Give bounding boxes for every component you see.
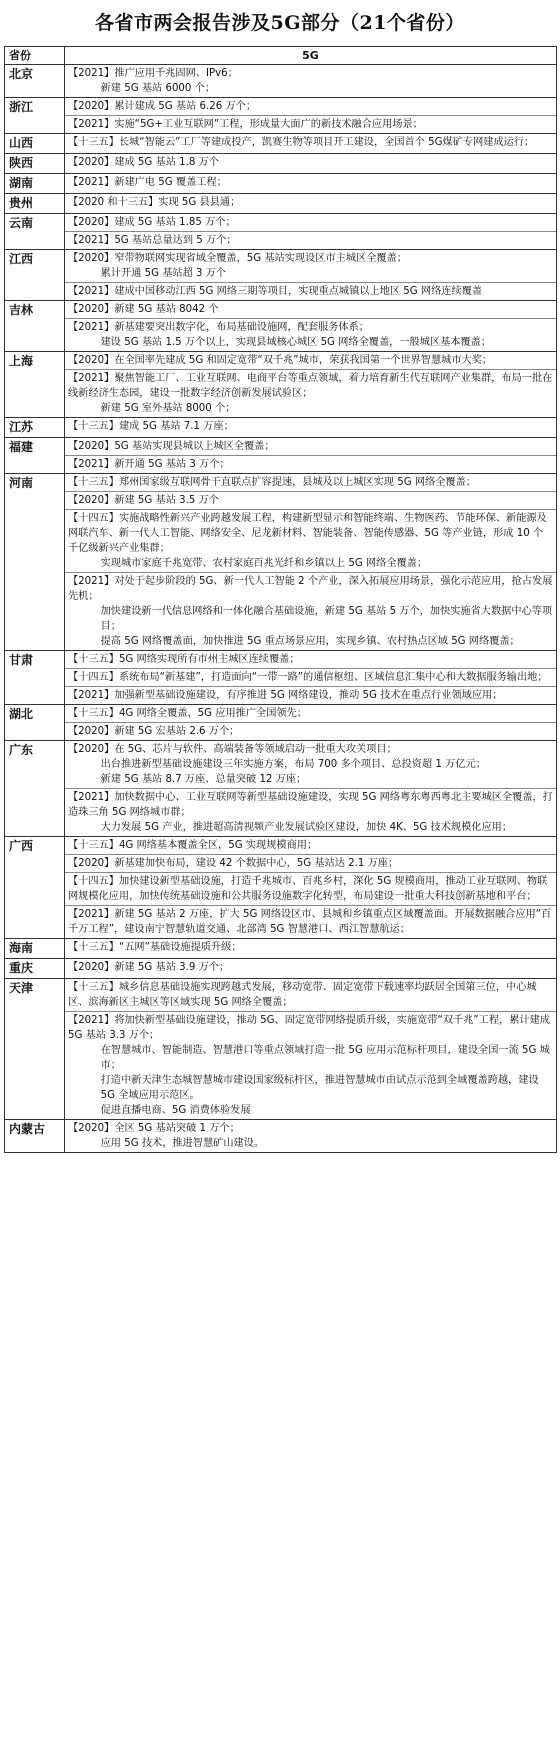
province-5g-items xyxy=(65,174,557,194)
province-name: 浙江 xyxy=(5,98,65,134)
province-name: 湖南 xyxy=(5,174,65,194)
policy-text: 新建 5G 室外基站 8000 个； xyxy=(100,403,236,414)
policy-item xyxy=(65,959,556,976)
policy-text: 大力发展 5G 产业，推进超高清视频产业发展试验区建设，加快 4K、5G 技术规模化应用； xyxy=(100,822,513,833)
province-5g-items xyxy=(65,98,557,134)
policy-text: 4G 网络全覆盖，5G 应用推广全国领先； xyxy=(118,708,307,719)
policy-item xyxy=(65,510,556,573)
province-name: 天津 xyxy=(5,979,65,1120)
policy-text: 城乡信息基础设施实现跨越式发展，移动宽带、固定宽带下载速率均跃居全国第三位，中心城区、滨海新区主城区等区域实现 5G 网络全覆盖； xyxy=(68,982,537,1008)
table-row xyxy=(5,438,557,474)
policy-text: 建成中国移动江西 5G 网络三期等项目，实现重点城镇以上地区 5G 网络连续覆盖 xyxy=(114,286,483,297)
period-tag: 【十三五】 xyxy=(68,840,119,851)
province-5g-items xyxy=(65,837,557,939)
period-tag: 【2020】 xyxy=(68,157,115,168)
policy-item xyxy=(65,906,556,938)
period-tag: 【2021】 xyxy=(68,459,115,470)
province-5g-items xyxy=(65,474,557,651)
period-tag: 【2020】 xyxy=(68,217,115,228)
policy-text: 聚焦智能工厂、工业互联网、电商平台等重点领域，着力培育新生代互联网产业集群，布局一批在线新经济生态园，建设一批数字经济创新发展试验区； xyxy=(68,373,553,399)
policy-text: 推广应用千兆固网、IPv6； xyxy=(114,68,238,79)
province-5g-table xyxy=(4,46,557,1153)
table-row xyxy=(5,979,557,1120)
province-5g-items xyxy=(65,741,557,837)
policy-item xyxy=(65,352,556,370)
period-tag: 【2020】 xyxy=(68,101,115,112)
policy-text: 新建 5G 基站 3.9 万个； xyxy=(114,962,230,973)
table-body xyxy=(5,65,557,1153)
policy-text: 建设 5G 基站 1.5 万个以上，实现县域核心城区 5G 网络全覆盖，一般城区基本覆盖； xyxy=(100,337,492,348)
policy-text: 长城“智能云”工厂等建成投产，凯赛生物等项目开工建设，全国首个 5G煤矿专网建成运行； xyxy=(118,137,535,148)
province-name: 贵州 xyxy=(5,194,65,214)
province-5g-items xyxy=(65,134,557,154)
province-name: 江苏 xyxy=(5,418,65,438)
table-row xyxy=(5,250,557,301)
province-name: 福建 xyxy=(5,438,65,474)
policy-text: 在 5G、芯片与软件、高端装备等领域启动一批重大攻关项目； xyxy=(114,744,397,755)
policy-item xyxy=(65,65,556,97)
policy-text: 累计开通 5G 基站超 3 万个 xyxy=(100,268,227,279)
province-5g-items xyxy=(65,301,557,352)
period-tag: 【2021】 xyxy=(68,690,115,701)
province-name: 广西 xyxy=(5,837,65,939)
period-tag: 【2021】 xyxy=(68,576,115,587)
policy-item xyxy=(65,370,556,417)
province-5g-items xyxy=(65,959,557,979)
table-row xyxy=(5,214,557,250)
province-name: 江西 xyxy=(5,250,65,301)
period-tag: 【十三五】 xyxy=(68,942,119,953)
table-row xyxy=(5,194,557,214)
table-row xyxy=(5,98,557,134)
policy-item xyxy=(65,837,556,855)
policy-text: 5G 网络实现所有市州主城区连续覆盖； xyxy=(118,654,300,665)
table-row xyxy=(5,651,557,705)
policy-text: 新建 5G 基站 8.7 万座、总量突破 12 万座； xyxy=(100,774,307,785)
policy-text: 建成 5G 基站 1.85 万个； xyxy=(114,217,236,228)
province-5g-items xyxy=(65,651,557,705)
header-5g: 5G xyxy=(65,47,557,65)
table-row xyxy=(5,741,557,837)
province-name: 云南 xyxy=(5,214,65,250)
policy-item xyxy=(65,174,556,191)
period-tag: 【十三五】 xyxy=(68,137,119,148)
policy-text: 新开通 5G 基站 3 万个； xyxy=(114,459,230,470)
period-tag: 【2020 和十三五】 xyxy=(68,197,159,208)
province-name: 陕西 xyxy=(5,154,65,174)
policy-item xyxy=(65,438,556,456)
policy-text: 4G 网络基本覆盖全区，5G 实现规模商用； xyxy=(118,840,318,851)
province-name: 河南 xyxy=(5,474,65,651)
period-tag: 【十四五】 xyxy=(68,876,119,887)
policy-text: 加快建设新一代信息网络和一体化融合基础设施，新建 5G 基站 5 万个，加快实施省大数据中心等项目； xyxy=(100,606,553,632)
policy-item xyxy=(65,723,556,740)
province-name: 内蒙古 xyxy=(5,1120,65,1153)
province-5g-items xyxy=(65,1120,557,1153)
province-5g-items xyxy=(65,979,557,1120)
period-tag: 【2021】 xyxy=(68,322,115,333)
policy-item xyxy=(65,154,556,171)
policy-text: 5G 基站总量达到 5 万个； xyxy=(114,235,237,246)
policy-item xyxy=(65,214,556,232)
policy-text: 加快数据中心、工业互联网等新型基础设施建设，实现 5G 网络粤东粤西粤北主要城区全覆盖，打造珠三角 5G 网络城市群； xyxy=(68,792,553,818)
policy-text: 新建 5G 基站 8042 个 xyxy=(114,304,219,315)
header-province: 省份 xyxy=(5,47,65,65)
period-tag: 【2021】 xyxy=(68,286,115,297)
policy-item xyxy=(65,1120,556,1152)
table-row xyxy=(5,174,557,194)
policy-item xyxy=(65,474,556,492)
period-tag: 【2021】 xyxy=(68,235,115,246)
province-name: 湖北 xyxy=(5,705,65,741)
policy-item xyxy=(65,705,556,723)
period-tag: 【2021】 xyxy=(68,68,115,79)
policy-text: 新建 5G 基站 2 万座，扩大 5G 网络设区市、县城和乡镇重点区域覆盖面。开展数据融合应用“百千万工程”，建设南宁智慧轨道交通、北部湾 5G 智慧港口、西江智慧航运； xyxy=(68,909,552,935)
period-tag: 【2020】 xyxy=(68,304,115,315)
policy-text: 实施“5G+工业互联网”工程，形成量大面广的新技术融合应用场景； xyxy=(114,119,423,130)
policy-text: 实现 5G 县县通； xyxy=(158,197,241,208)
province-name: 北京 xyxy=(5,65,65,98)
policy-text: 提高 5G 网络覆盖面，加快推进 5G 重点场景应用，实现乡镇、农村热点区域 5G 网络覆盖； xyxy=(100,636,520,647)
policy-text: 全区 5G 基站突破 1 万个； xyxy=(114,1123,240,1134)
period-tag: 【2021】 xyxy=(68,909,115,920)
policy-text: 新建 5G 基站 6000 个； xyxy=(100,83,216,94)
province-5g-items xyxy=(65,438,557,474)
period-tag: 【十三五】 xyxy=(68,477,119,488)
policy-text: “五网”基础设施提质升级； xyxy=(118,942,242,953)
province-name: 吉林 xyxy=(5,301,65,352)
policy-text: 加强新型基础设施建设，有序推进 5G 网络建设，推动 5G 技术在重点行业领域应用； xyxy=(114,690,503,701)
policy-text: 新建广电 5G 覆盖工程； xyxy=(114,177,227,188)
period-tag: 【2020】 xyxy=(68,962,115,973)
page-title: 各省市两会报告涉及5G部分（21个省份） xyxy=(95,12,465,34)
period-tag: 【十三五】 xyxy=(68,654,119,665)
policy-item xyxy=(65,116,556,133)
table-row xyxy=(5,301,557,352)
policy-text: 实施战略性新兴产业跨越发展工程，构建新型显示和智能终端、生物医药、节能环保、新能源及网联汽车、新一代人工智能、网络安全、尼龙新材料、智能装备、智能传感器、5G 等产业链，形成 10 个千亿级新兴产业集群； xyxy=(68,513,547,554)
policy-text: 新基建加快布局，建设 42 个数据中心，5G 基站达 2.1 万座； xyxy=(114,858,399,869)
policy-text: 将加快新型基础设施建设，推动 5G、固定宽带网络提质升级，实施宽带“双千兆”工程，累计建成 5G 基站 3.3 万个； xyxy=(68,1015,550,1041)
province-5g-items xyxy=(65,250,557,301)
province-5g-items xyxy=(65,65,557,98)
province-name: 海南 xyxy=(5,939,65,959)
policy-item xyxy=(65,741,556,789)
policy-text: 打造中新天津生态城智慧城市建设国家级标杆区，推进智慧城市由试点示范到全域覆盖跨越，建设 5G 全域应用示范区。 xyxy=(100,1075,539,1101)
table-row xyxy=(5,837,557,939)
policy-item xyxy=(65,573,556,650)
period-tag: 【2020】 xyxy=(68,441,115,452)
policy-item xyxy=(65,456,556,473)
table-row xyxy=(5,474,557,651)
policy-text: 窄带物联网实现省域全覆盖，5G 基站实现设区市主城区全覆盖； xyxy=(114,253,407,264)
policy-item xyxy=(65,319,556,351)
table-row xyxy=(5,418,557,438)
province-name: 广东 xyxy=(5,741,65,837)
table-row xyxy=(5,1120,557,1153)
period-tag: 【十三五】 xyxy=(68,982,119,993)
province-name: 山西 xyxy=(5,134,65,154)
policy-text: 对处于起步阶段的 5G、新一代人工智能 2 个产业，深入拓展应用场景，强化示范应用，抢占发展先机； xyxy=(68,576,553,602)
policy-item xyxy=(65,250,556,283)
table-row xyxy=(5,705,557,741)
policy-item xyxy=(65,194,556,211)
policy-item xyxy=(65,687,556,704)
policy-item xyxy=(65,232,556,249)
policy-text: 新建 5G 宏基站 2.6 万个； xyxy=(114,726,240,737)
policy-item xyxy=(65,651,556,669)
policy-text: 新基建要突出数字化，布局基础设施网，配套服务体系； xyxy=(114,322,369,333)
province-name: 重庆 xyxy=(5,959,65,979)
period-tag: 【十三五】 xyxy=(68,421,119,432)
policy-text: 在全国率先建成 5G 和固定宽带“双千兆”城市，荣获我国第一个世界智慧城市大奖； xyxy=(114,355,493,366)
policy-item xyxy=(65,492,556,510)
province-5g-items xyxy=(65,154,557,174)
policy-text: 实现城市家庭千兆宽带、农村家庭百兆光纤和乡镇以上 5G 网络全覆盖； xyxy=(100,558,428,569)
period-tag: 【2020】 xyxy=(68,495,115,506)
table-row xyxy=(5,134,557,154)
policy-text: 在智慧城市、智能制造、智慧港口等重点领域打造一批 5G 应用示范标杆项目，建设全国一流 5G 城市； xyxy=(100,1045,550,1071)
table-row xyxy=(5,959,557,979)
province-5g-items xyxy=(65,705,557,741)
province-name: 上海 xyxy=(5,352,65,418)
policy-item xyxy=(65,98,556,116)
period-tag: 【十四五】 xyxy=(68,672,119,683)
policy-item xyxy=(65,669,556,687)
policy-text: 5G 基站实现县城以上城区全覆盖； xyxy=(114,441,275,452)
table-header-row xyxy=(5,47,557,65)
province-5g-items xyxy=(65,939,557,959)
policy-item xyxy=(65,789,556,836)
table-row xyxy=(5,939,557,959)
table-row xyxy=(5,352,557,418)
policy-text: 建成 5G 基站 7.1 万座； xyxy=(118,421,234,432)
policy-item xyxy=(65,855,556,873)
policy-text: 郑州国家级互联网骨干直联点扩容提速，县城及以上城区实现 5G 网络全覆盖； xyxy=(118,477,476,488)
province-name: 甘肃 xyxy=(5,651,65,705)
policy-text: 新建 5G 基站 3.5 万个 xyxy=(114,495,219,506)
province-5g-items xyxy=(65,418,557,438)
policy-text: 建成 5G 基站 1.8 万个 xyxy=(114,157,219,168)
policy-text: 出台推进新型基础设施建设三年实施方案，布局 700 多个项目、总投资超 1 万亿元； xyxy=(100,759,486,770)
policy-text: 系统布局“新基建”，打造面向“一带一路”的通信枢纽、区域信息汇集中心和大数据服务输出地； xyxy=(118,672,548,683)
policy-text: 促进直播电商、5G 消费体验发展 xyxy=(100,1105,251,1116)
period-tag: 【十三五】 xyxy=(68,708,119,719)
period-tag: 【2021】 xyxy=(68,119,115,130)
policy-text: 累计建成 5G 基站 6.26 万个； xyxy=(114,101,257,112)
period-tag: 【2021】 xyxy=(68,1015,115,1026)
period-tag: 【2021】 xyxy=(68,373,115,384)
province-5g-items xyxy=(65,194,557,214)
table-row xyxy=(5,154,557,174)
policy-item xyxy=(65,939,556,956)
policy-item xyxy=(65,134,556,151)
policy-text: 加快建设新型基础设施，打造千兆城市、百兆乡村，深化 5G 规模商用，推动工业互联网、物联网规模化应用，加快传统基础设施和公共服务设施数字化转型，布局建设一批重大科技创新基地和平台； xyxy=(68,876,548,902)
period-tag: 【2021】 xyxy=(68,177,115,188)
period-tag: 【2020】 xyxy=(68,253,115,264)
policy-text: 应用 5G 技术，推进智慧矿山建设。 xyxy=(100,1138,265,1149)
policy-item xyxy=(65,418,556,435)
policy-item xyxy=(65,873,556,906)
table-row xyxy=(5,65,557,98)
period-tag: 【2021】 xyxy=(68,792,115,803)
period-tag: 【2020】 xyxy=(68,355,115,366)
policy-item xyxy=(65,301,556,319)
policy-item xyxy=(65,283,556,300)
period-tag: 【十四五】 xyxy=(68,513,119,524)
period-tag: 【2020】 xyxy=(68,726,115,737)
policy-item xyxy=(65,979,556,1012)
period-tag: 【2020】 xyxy=(68,1123,115,1134)
policy-item xyxy=(65,1012,556,1119)
period-tag: 【2020】 xyxy=(68,744,115,755)
period-tag: 【2020】 xyxy=(68,858,115,869)
province-5g-items xyxy=(65,352,557,418)
province-5g-items xyxy=(65,214,557,250)
